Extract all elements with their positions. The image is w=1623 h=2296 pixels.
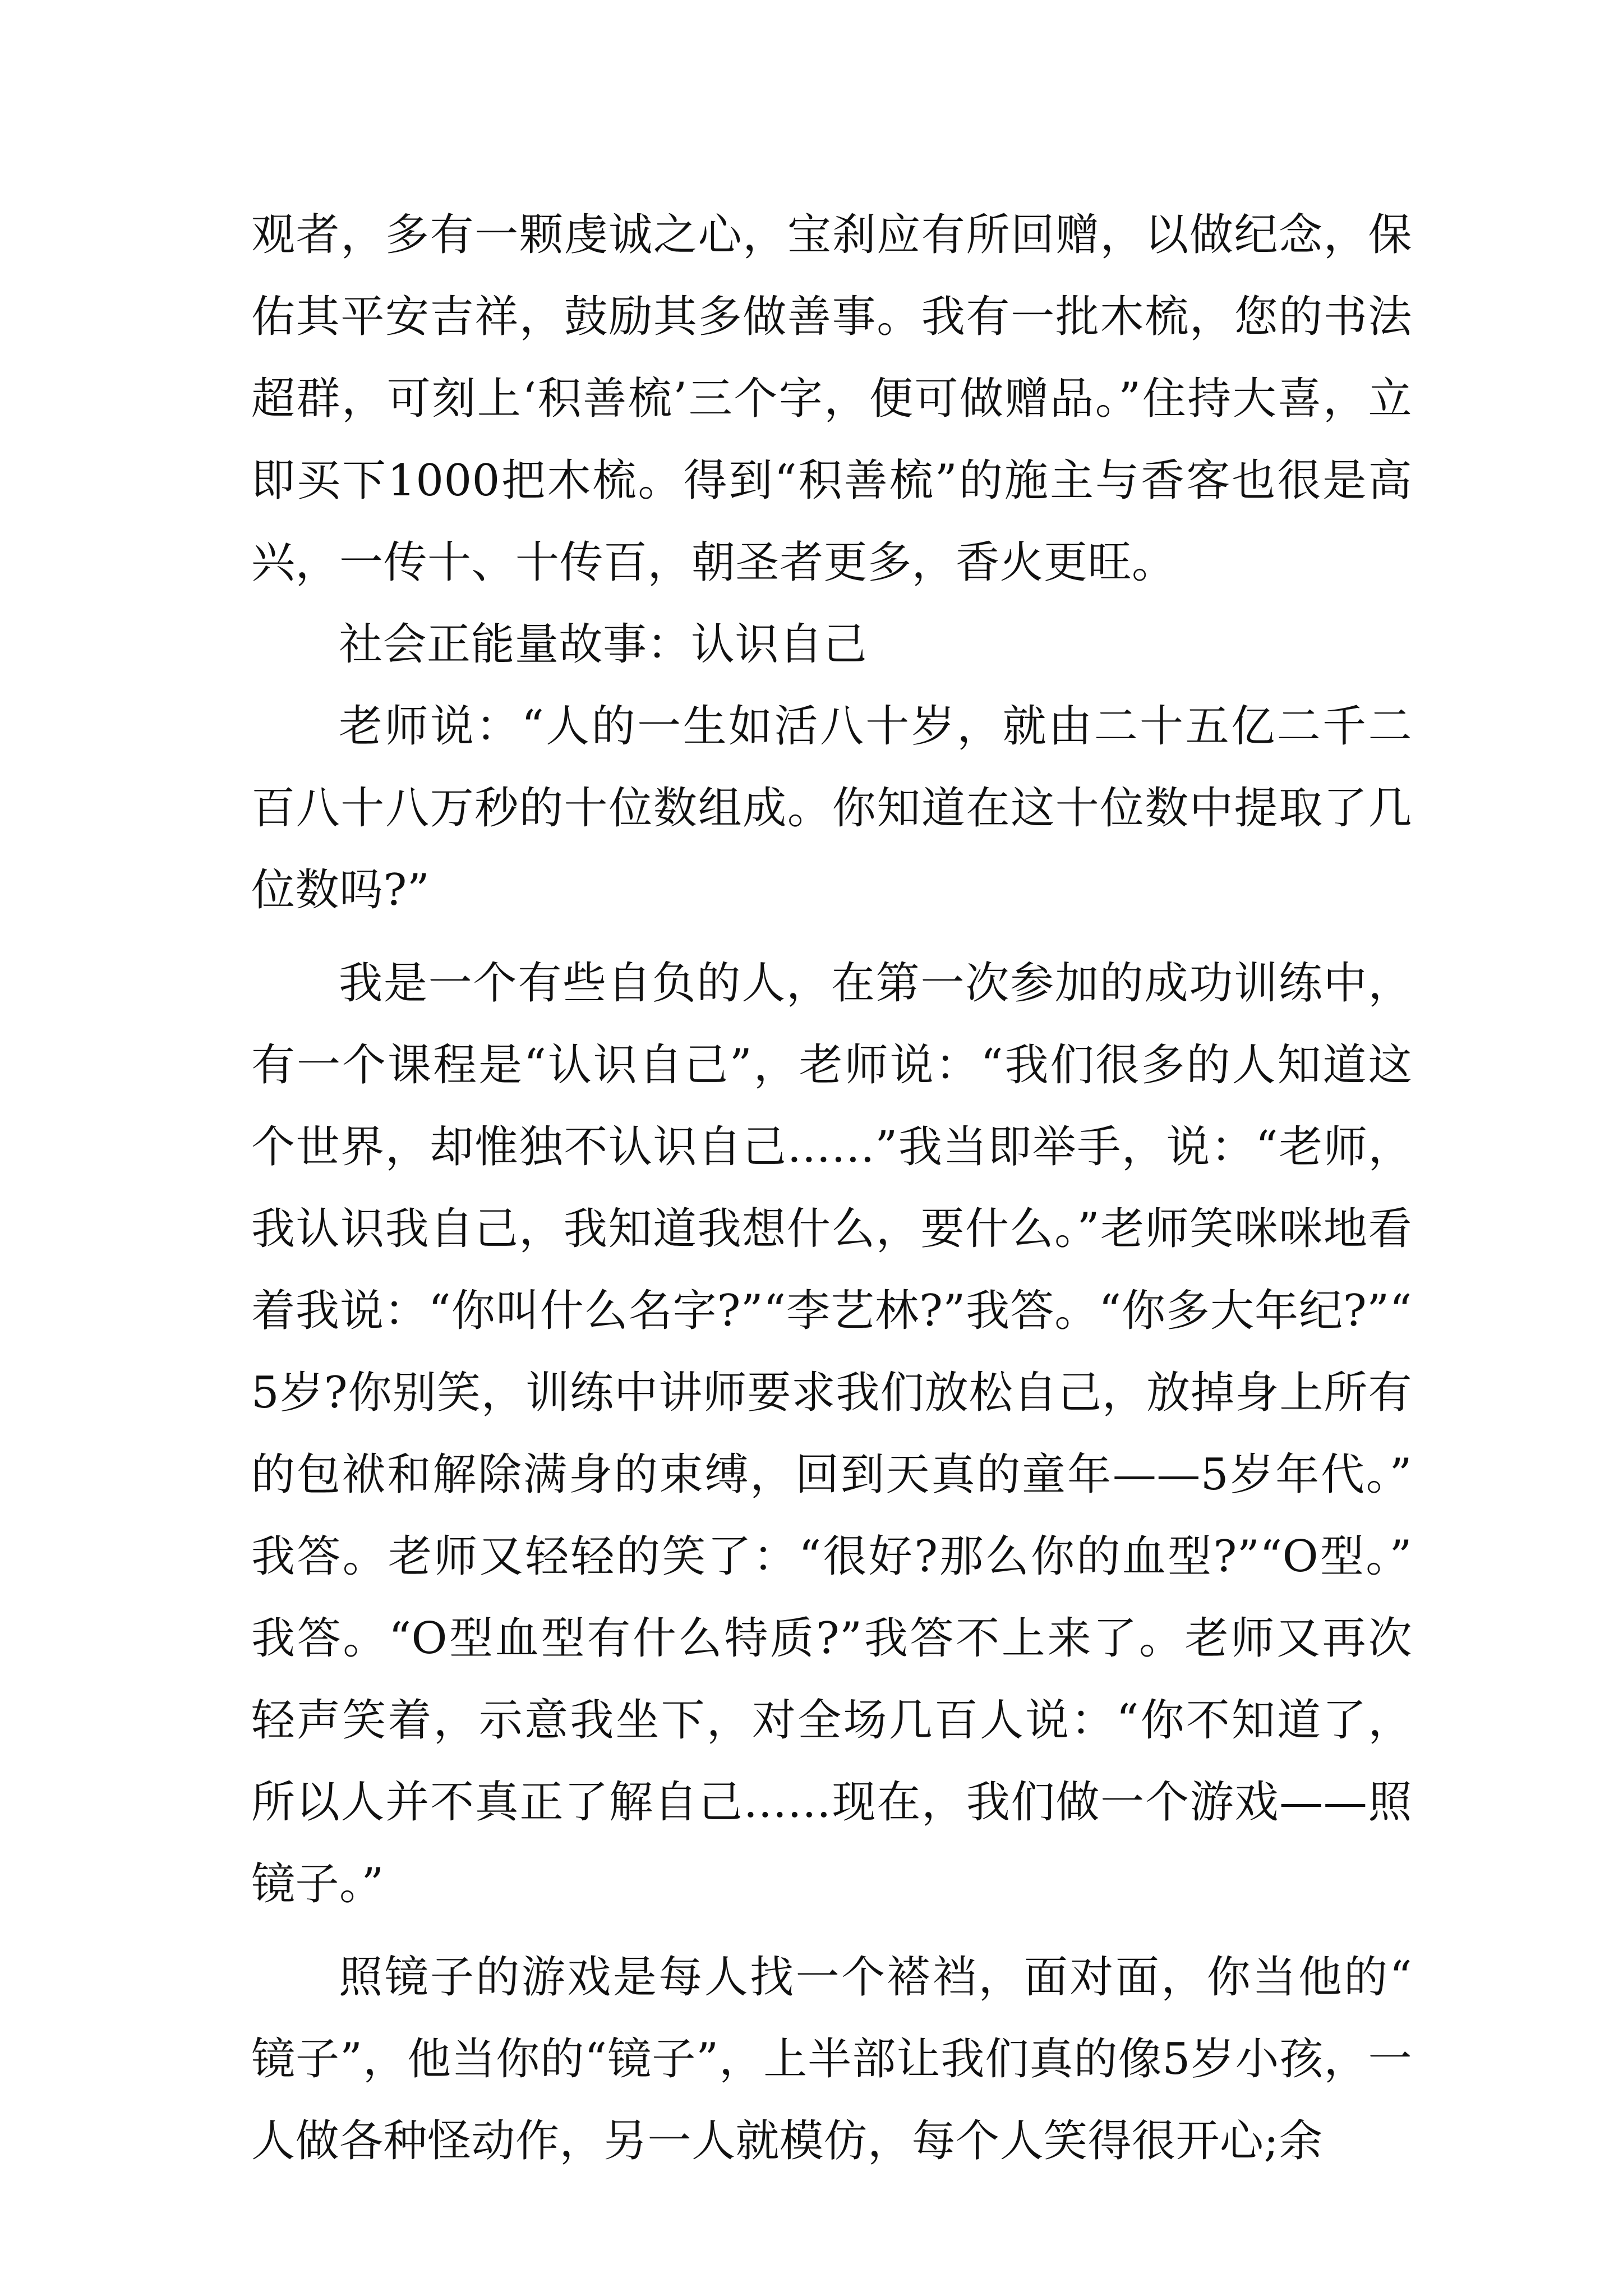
paragraph-continuation: 观者，多有一颗虔诚之心，宝刹应有所回赠，以做纪念，保佑其平安吉祥，鼓励其多做善事。我有一批木梳，您的书法超群，可刻上‘积善梳’三个字，便可做赠品。”住持大喜，立即买下1000把木梳。得到“积善梳”的施主与香客也很是高兴，一传十、十传百，朝圣者更多，香火更旺。 xyxy=(251,210,1412,588)
section-heading: 社会正能量故事：认识自己 xyxy=(339,619,868,670)
paragraph-mirror-game: 照镜子的游戏是每人找一个褡裆，面对面，你当他的“镜子”，他当你的“镜子”，上半部让我们真的像5岁小孩，一人做各种怪动作，另一人就模仿，每个人笑得很开心;余 xyxy=(251,1952,1412,2166)
paragraph-teacher-question: 老师说：“人的一生如活八十岁，就由二十五亿二千二百八十八万秒的十位数组成。你知道在这十位数中提取了几位数吗?” xyxy=(251,701,1412,915)
document-body xyxy=(251,194,1412,2182)
paragraph-self-awareness-story: 我是一个有些自负的人，在第一次参加的成功训练中，有一个课程是“认识自己”，老师说：“我们很多的人知道这个世界，却惟独不认识自己……”我当即举手，说：“老师，我认识我自己，我知道我想什么，要什么。”老师笑咪咪地看着我说：“你叫什么名字?”“李艺林?”我答。“你多大年纪?”“5岁?你别笑，训练中讲师要求我们放松自己，放掉身上所有的包袱和解除满身的束缚，回到天真的童年——5岁年代。”我答。老师又轻轻的笑了：“很好?那么你的血型?”“O型。”我答。“O型血型有什么特质?”我答不上来了。老师又再次轻声笑着，示意我坐下，对全场几百人说：“你不知道了，所以人并不真正了解自己……现在，我们做一个游戏——照镜子。” xyxy=(251,958,1412,1910)
